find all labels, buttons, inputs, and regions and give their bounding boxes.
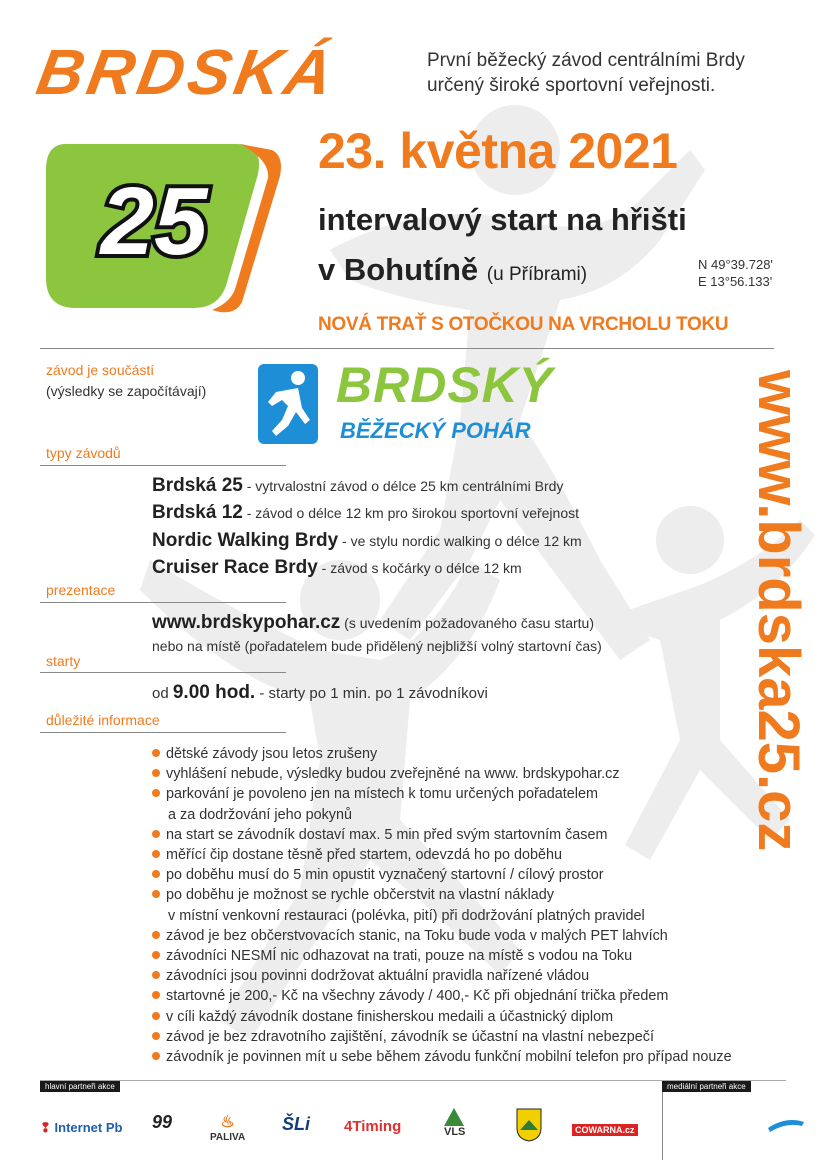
bullet-dot [152,1032,160,1040]
logo-wordmark: BRDSKÁ [31,36,343,108]
race-name: Nordic Walking Brdy [152,530,339,551]
bullet-dot [152,931,160,939]
list-item: závod je bez zdravotního zajištění, závodník se účastní na vlastní nebezpečí [152,1027,732,1047]
info-divider [40,732,286,733]
race-desc: - závod o délce 12 km pro širokou sportovní veřejnost [242,505,580,521]
partner-logo-paliva: ♨ PALIVA [210,1114,246,1143]
race-item [152,502,579,524]
list-item: závodník je povinnen mít u sebe během závodu funkční mobilní telefon pro případ nouze [152,1047,732,1067]
section-label-starts: starty [46,653,81,669]
tagline-line-1: První běžecký závod centrálními Brdy [427,50,745,71]
footer-separator [662,1092,663,1160]
races-divider [40,465,286,466]
race-name: Brdská 25 [152,475,243,496]
event-date: 23. května 2021 [318,123,678,179]
race-desc: - závod s kočárky o délce 12 km [317,560,522,576]
bullet-dot [152,870,160,878]
logo-25-badge [36,126,286,316]
start-location-town: v Bohutíně [318,252,479,287]
registration-url-note: (s uvedením požadovaného času startu) [340,615,594,631]
cup-name-line-2: BĚŽECKÝ POHÁR [340,418,531,443]
cup-note: (výsledky se započítávají) [46,383,207,399]
registration-url[interactable]: www.brdskypohar.cz [152,612,341,633]
new-track-headline: NOVÁ TRAŤ S OTOČKOU NA VRCHOLU TOKU [318,314,729,335]
partner-logo-crest [516,1108,542,1145]
partner-logo-internet-pb: ❢ Internet Pb [40,1120,123,1135]
race-item [152,557,522,579]
section-label-races: typy závodů [46,445,121,461]
bullet-dot [152,749,160,757]
registration-divider [40,602,286,603]
start-location-note: (u Příbrami) [486,264,588,285]
list-item: vyhlášení nebude, výsledky budou zveřejněné na www. brdskypohar.cz [152,764,732,784]
race-desc: - ve stylu nordic walking o délce 12 km [338,533,582,549]
tagline-line-2: určený široké sportovní veřejnosti. [427,75,716,96]
tagline [427,48,745,98]
start-location-line-1: intervalový start na hřišti [318,202,687,237]
race-item [152,530,582,552]
section-label-cup: závod je součástí [46,362,155,378]
bullet-dot [152,850,160,858]
gps-north: N 49°39.728' [698,257,773,272]
section-label-registration: prezentace [46,582,116,598]
starts-prefix: od [152,685,173,702]
starts-time: 9.00 hod. [172,682,256,703]
flame-icon: ♨ [220,1114,235,1131]
town-crest-icon [516,1108,542,1142]
list-item: závodníci NESMÍ nic odhazovat na trati, pouze na místě s vodou na Toku [152,946,732,966]
side-website-url[interactable]: www.brdska25.cz [746,370,811,852]
list-item: závodníci jsou povinni dodržovat aktuální pravidla nařízené vládou [152,966,732,986]
partner-mark-icon: ❢ [40,1120,51,1135]
list-item: a za dodržování jeho pokynů [168,806,353,823]
gps-east: E 13°56.133' [698,274,773,289]
race-desc: - vytrvalostní závod o délce 25 km centrálními Brdy [242,478,564,494]
bullet-dot [152,769,160,777]
bullet-dot [152,991,160,999]
info-list [152,744,732,1067]
partner-logo-4timing: 4Timing [344,1118,402,1135]
registration-line-2: nebo na místě (pořadatelem bude přidělený nejbližší volný startovní čas) [152,638,602,654]
section-label-info: důležité informace [46,712,160,728]
race-item [152,475,563,497]
runner-cup-icon [258,364,318,444]
list-item: po doběhu musí do 5 min opustit vyznačený startovní / cílový prostor [152,865,732,885]
list-item: měřící čip dostane těsně před startem, odevzdá ho po doběhu [152,845,732,865]
bullet-dot [152,789,160,797]
list-item: parkování je povoleno jen na místech k tomu určených pořadatelem [152,784,732,804]
partner-logo-vls: VLS [444,1108,465,1138]
registration-line-1 [152,612,594,634]
cup-name-line-1: BRDSKÝ [336,357,554,413]
main-partners-label: hlavní partneři akce [40,1081,120,1092]
bullet-dot [152,971,160,979]
list-item: startovné je 200,- Kč na všechny závody / 400,- Kč při objednání trička předem [152,986,732,1006]
bullet-dot [152,1052,160,1060]
partner-logo-sli: ŠLi [282,1114,311,1134]
list-item: dětské závody jsou letos zrušeny [152,744,732,764]
bullet-dot [152,1012,160,1020]
start-location-line-2 [318,254,587,285]
media-partner-logo-icon [766,1114,806,1134]
race-name: Brdská 12 [152,502,243,523]
bullet-dot [152,830,160,838]
list-item: na start se závodník dostaví max. 5 min před svým startovním časem [152,825,732,845]
bullet-dot [152,890,160,898]
gps-coordinates [698,256,773,290]
logo-number: 25 [100,168,208,275]
list-item: závod je bez občerstvovacích stanic, na Toku bude voda v malých PET lahvích [152,926,732,946]
list-item: v místní venkovní restauraci (polévka, pití) při dodržování platných pravidel [168,907,645,924]
starts-divider [40,672,286,673]
list-item: po doběhu je možnost se rychle občerstvit na vlastní náklady [152,885,732,905]
race-name: Cruiser Race Brdy [152,557,318,578]
starts-suffix: - starty po 1 min. po 1 závodníkovi [255,685,488,702]
tree-icon [444,1108,464,1126]
partner-logo-cowarna: COWARNA.cz [572,1124,638,1136]
starts-line [152,682,488,704]
bullet-dot [152,951,160,959]
list-item: v cíli každý závodník dostane finisherskou medaili a účastnický diplom [152,1007,732,1027]
media-partners-label: mediální partneři akce [662,1081,751,1092]
partner-logo-99: 99 [152,1112,173,1132]
header-divider [40,348,774,349]
